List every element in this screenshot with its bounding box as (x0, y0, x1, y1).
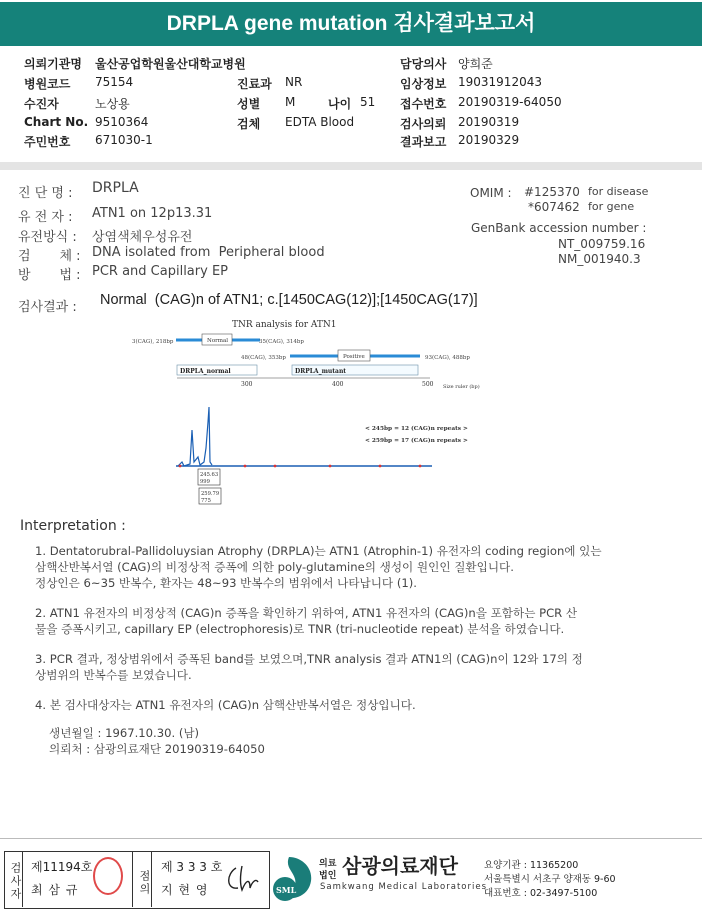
positive-box-label: Positive (343, 354, 365, 360)
inspector-number: 제11194호 (31, 860, 93, 874)
omim-disease: #125370 (524, 185, 580, 199)
doctor-value: 양희준 (458, 57, 493, 71)
birth-date: 생년월일 : 1967.10.30. (남) (49, 726, 200, 740)
genbank-nt: NT_009759.16 (558, 237, 646, 251)
hospital-code-value: 75154 (95, 75, 134, 89)
peak2-size: 259.79 (201, 491, 220, 497)
agency-number: 요양기관 : 11365200 (484, 860, 579, 871)
interpretation-heading: Interpretation : (20, 518, 126, 534)
rrn-label: 주민번호 (24, 135, 71, 149)
omim-gene: *607462 (528, 200, 580, 214)
size-marker-4 (329, 465, 332, 468)
electropherogram-peaks (178, 407, 212, 466)
interp-p4: 4. 본 검사대상자는 ATN1 유전자의 (CAG)n 삼핵산반복서열은 정상입니다. (35, 698, 416, 712)
gene-label: 유 전 자 : (18, 210, 73, 225)
diagnosis-label: 진 단 명 : (18, 186, 73, 201)
institution-value: 울산공업학원울산대학교병원 (95, 57, 246, 71)
gene-value: ATN1 on 12p13.31 (92, 206, 213, 221)
genbank-nm: NM_001940.3 (558, 252, 641, 266)
ruler-tick-400: 400 (332, 381, 344, 388)
size-marker-6 (419, 465, 422, 468)
positive-left-label: 48(CAG), 353bp (241, 355, 286, 361)
report-title: DRPLA gene mutation 검사결과보고서 (0, 2, 702, 46)
size-marker-1 (179, 465, 182, 468)
clinical-label: 임상정보 (400, 77, 447, 91)
interp-p1-line2: 삼핵산반복서열 (CAG)의 비정상적 증폭에 의한 poly-glutamine의 생성이 원인인 질환입니다. (35, 560, 514, 574)
checker-name: 지 현 영 (161, 883, 209, 897)
omim-gene-note: for gene (588, 200, 635, 213)
report-date-value: 20190329 (458, 133, 520, 147)
ruler-tick-500: 500 (422, 381, 434, 388)
normal-right-label: 35(CAG), 314bp (259, 339, 304, 345)
repeat-note-1: < 245bp = 12 (CAG)n repeats > (365, 426, 468, 432)
omim-disease-note: for disease (588, 185, 649, 198)
peak1-size: 245.63 (200, 472, 219, 478)
method-value: PCR and Capillary EP (92, 264, 228, 279)
institution-label: 의뢰기관명 (24, 57, 82, 71)
org-prefix-bottom: 법인 (319, 871, 337, 881)
specimen-value: EDTA Blood (285, 115, 355, 129)
normal-left-label: 3(CAG), 218bp (132, 339, 174, 345)
doctor-label: 담당의사 (400, 57, 447, 71)
org-address: 서울특별시 서초구 양재동 9-60 (484, 874, 616, 885)
figure-title: TNR analysis for ATN1 (232, 320, 337, 330)
inspector-label: 검사자 (5, 852, 23, 907)
size-marker-5 (379, 465, 382, 468)
genbank-label: GenBank accession number : (471, 221, 647, 235)
interp-p3-line1: 3. PCR 결과, 정상범위에서 증폭된 band를 보였으며,TNR analysis 결과 ATN1의 (CAG)n이 12와 17의 정 (35, 652, 583, 666)
inheritance-value: 상염색체우성유전 (92, 230, 193, 245)
checker-number: 제 3 3 3 호 (161, 860, 223, 874)
checker-label: 점의 (132, 852, 152, 907)
peak1-height: 999 (200, 479, 210, 485)
request-label: 검사의뢰 (400, 117, 447, 131)
checker-signature-icon (222, 862, 264, 896)
org-phone: 대표번호 : 02-3497-5100 (484, 888, 598, 899)
drpla-mutant-label: DRPLA_mutant (295, 368, 347, 375)
chart-value: 9510364 (95, 115, 149, 129)
size-marker-2 (244, 465, 247, 468)
interp-p3-line2: 상범위의 반복수를 보였습니다. (35, 668, 192, 682)
drpla-normal-label: DRPLA_normal (180, 368, 231, 375)
result-label: 검사결과 : (18, 300, 77, 315)
hospital-code-label: 병원코드 (24, 77, 71, 91)
normal-box-label: Normal (207, 338, 229, 344)
org-prefix-top: 의료 (319, 859, 337, 869)
org-english-name: Samkwang Medical Laboratories (320, 882, 488, 892)
sample-label: 검 체 : (18, 249, 81, 264)
age-value: 51 (360, 95, 376, 109)
receipt-label: 접수번호 (400, 97, 447, 111)
sample-value: DNA isolated from Peripheral blood (92, 245, 325, 260)
request-value: 20190319 (458, 115, 520, 129)
repeat-note-2: < 259bp = 17 (CAG)n repeats > (365, 438, 468, 444)
size-marker-3 (274, 465, 277, 468)
age-label: 나이 (328, 97, 352, 111)
clinical-value: 19031912043 (458, 75, 542, 89)
interp-p2-line1: 2. ATN1 유전자의 비정상적 (CAG)n 증폭을 확인하기 위하여, ATN1 유전자의 (CAG)n을 포함하는 PCR 산 (35, 606, 578, 620)
ruler-tick-300: 300 (241, 381, 253, 388)
interp-p1-line1: 1. Dentatorubral-Pallidoluysian Atrophy (DRPLA)는 ATN1 (Atrophin-1) 유전자의 coding region에 있는 (35, 544, 602, 558)
footer-divider (0, 838, 702, 839)
rrn-value: 671030-1 (95, 133, 153, 147)
method-label: 방 법 : (18, 268, 81, 283)
org-name: 삼광의료재단 (342, 854, 458, 878)
report-date-label: 결과보고 (400, 135, 447, 149)
inspector-seal-icon (93, 857, 123, 895)
recipient-label: 수진자 (24, 97, 59, 111)
interpretation-body (35, 543, 665, 757)
svg-text:SML: SML (276, 885, 297, 895)
tnr-figure (120, 312, 500, 512)
specimen-label: 검체 (237, 117, 261, 131)
omim-label: OMIM : (470, 186, 512, 200)
department-value: NR (285, 75, 303, 89)
interp-p1-line3: 정상인은 6~35 반복수, 환자는 48~93 반복수의 범위에서 나타납니다 (1). (35, 576, 417, 590)
sex-label: 성별 (237, 97, 261, 111)
recipient-value: 노상용 (95, 97, 130, 111)
diagnosis-value: DRPLA (92, 180, 139, 196)
inheritance-label: 유전방식 : (18, 230, 77, 245)
inspector-name: 최 삼 규 (31, 883, 79, 897)
interp-p2-line2: 물을 증폭시키고, capillary EP (electrophoresis)로 TNR (tri-nucleotide repeat) 분석을 하였습니다. (35, 622, 565, 636)
sex-value: M (285, 95, 296, 109)
requester: 의뢰처 : 삼광의료재단 20190319-64050 (49, 742, 265, 756)
sml-logo-icon (271, 853, 319, 903)
receipt-value: 20190319-64050 (458, 95, 562, 109)
positive-right-label: 93(CAG), 488bp (425, 355, 470, 361)
result-value: Normal (CAG)n of ATN1; c.[1450CAG(12)];[1450CAG(17)] (100, 292, 478, 308)
peak2-height: 775 (201, 498, 211, 504)
section-divider (0, 162, 702, 170)
size-ruler-label: Size ruler (bp) (443, 384, 480, 390)
chart-label: Chart No. (24, 115, 89, 129)
department-label: 진료과 (237, 77, 272, 91)
